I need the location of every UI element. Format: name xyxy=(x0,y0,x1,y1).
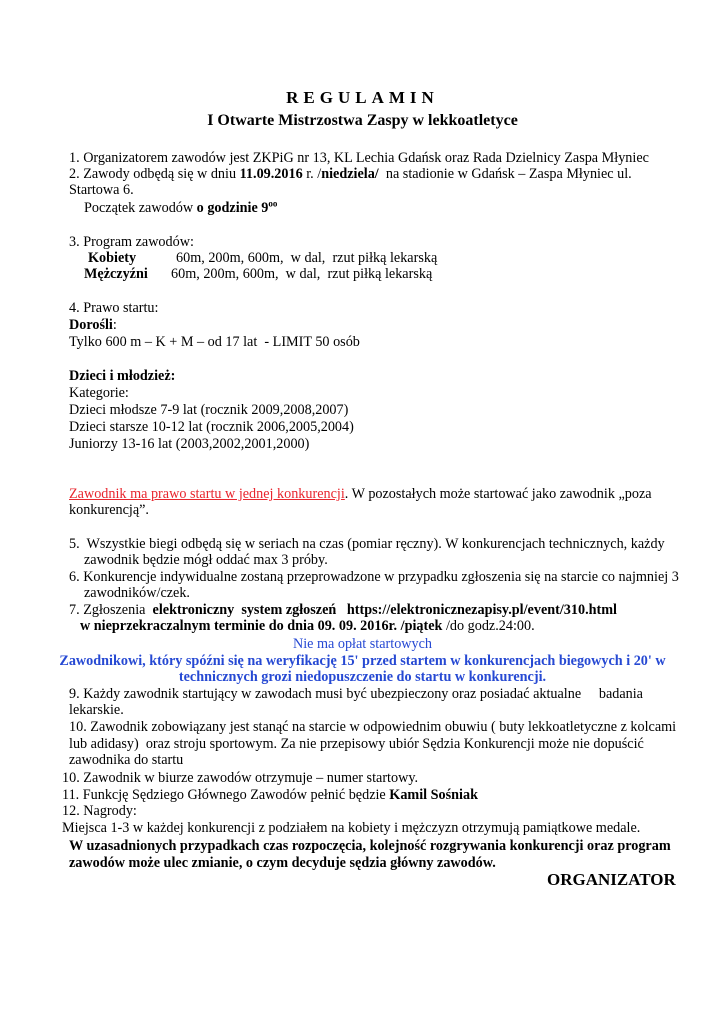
men-events: 60m, 200m, 600m, w dal, rzut piłką lekarską xyxy=(171,266,433,282)
category-item: Dzieci starsze 10-12 lat (rocznik 2006,2005,2004) xyxy=(69,419,354,435)
women-events: 60m, 200m, 600m, w dal, rzut piłką lekarską xyxy=(176,250,438,266)
rule-5-cont: zawodnik będzie mógł oddać max 3 próby. xyxy=(84,552,328,568)
late-warning: Zawodnikowi, który spóźni się na weryfikację 15' przed startem w konkurencjach biegowych i 20' w xyxy=(59,653,666,669)
document-subtitle: I Otwarte Mistrzostwa Zaspy w lekkoatletyce xyxy=(207,112,518,129)
rule-5: 5. Wszystkie biegi odbędą się w seriach na czas (pomiar ręczny). W konkurencjach technicznych, każdy xyxy=(69,536,665,552)
adults-text: Tylko 600 m – K + M – od 17 lat - LIMIT 50 osób xyxy=(69,334,360,350)
rule-7: 7. Zgłoszenia elektroniczny system zgłoszeń https://elektronicznezapisy.pl/event/310.html xyxy=(69,602,617,618)
date-line-cont: Startowa 6. xyxy=(69,182,134,198)
right-to-start-heading: 4. Prawo startu: xyxy=(69,300,159,316)
one-event-rule-cont: konkurencją”. xyxy=(69,502,149,518)
category-item: Juniorzy 13-16 lat (2003,2002,2001,2000) xyxy=(69,436,310,452)
document-title: REGULAMIN xyxy=(286,88,439,107)
kids-heading: Dzieci i młodzież: xyxy=(69,368,176,384)
rule-10-number: 10. Zawodnik w biurze zawodów otrzymuje – numer startowy. xyxy=(62,770,419,786)
rule-6-cont: zawodników/czek. xyxy=(84,585,190,601)
rule-9-cont: lekarskie. xyxy=(69,702,124,718)
rule-10-footwear: 10. Zawodnik zobowiązany jest stanąć na starcie w odpowiednim obuwiu ( buty lekkoatletyczne z kolcami xyxy=(69,719,677,735)
men-label: Mężczyźni xyxy=(84,266,148,282)
rule-7-deadline: w nieprzekraczalnym terminie do dnia 09. 09. 2016r. /piątek /do godz.24:00. xyxy=(80,618,535,634)
rule-12-text: Miejsca 1-3 w każdej konkurencji z podziałem na kobiety i mężczyzn otrzymują pamiątkowe medale. xyxy=(62,820,641,836)
rule-10-footwear-end: zawodnika do startu xyxy=(69,752,184,768)
rule-12-heading: 12. Nagrody: xyxy=(62,803,137,819)
adults-label: Dorośli: xyxy=(69,317,117,333)
no-fees-note: Nie ma opłat startowych xyxy=(292,636,433,652)
rule-10-footwear-cont: lub adidasy) oraz stroju sportowym. Za nie przepisowy ubiór Sędzia Konkurencji może nie dopuścić xyxy=(69,736,644,752)
rule-9: 9. Każdy zawodnik startujący w zawodach musi być ubezpieczony oraz posiadać aktualne badania xyxy=(69,686,643,702)
one-event-rule: Zawodnik ma prawo startu w jednej konkurencji. W pozostałych może startować jako zawodnik „poza xyxy=(69,486,652,502)
rule-6: 6. Konkurencje indywidualne zostaną przeprowadzone w przypadku zgłoszenia się na starcie co najmniej 3 xyxy=(69,569,679,585)
change-notice: W uzasadnionych przypadkach czas rozpoczęcia, kolejność rozgrywania konkurencji oraz program xyxy=(69,838,671,854)
rule-11: 11. Funkcję Sędziego Głównego Zawodów pełnić będzie Kamil Sośniak xyxy=(62,787,478,803)
start-time-line: Początek zawodów o godzinie $9^{oo}$ xyxy=(84,198,278,216)
organizer-signature: ORGANIZATOR xyxy=(547,870,676,889)
category-item: Dzieci młodsze 7-9 lat (rocznik 2009,2008,2007) xyxy=(69,402,349,418)
categories-label: Kategorie: xyxy=(69,385,129,401)
date-line: 2. Zawody odbędą się w dniu 11.09.2016 r. /niedziela/ na stadionie w Gdańsk – Zaspa Młyniec ul. xyxy=(69,166,632,182)
organizer-line: 1. Organizatorem zawodów jest ZKPiG nr 13, KL Lechia Gdańsk oraz Rada Dzielnicy Zaspa Młyniec xyxy=(69,150,649,166)
women-label: Kobiety xyxy=(88,250,137,266)
change-notice-cont: zawodów może ulec zmianie, o czym decyduje sędzia główny zawodów. xyxy=(69,855,496,871)
late-warning-cont: technicznych grozi niedopuszczenie do startu w konkurencji. xyxy=(178,669,547,685)
program-heading: 3. Program zawodów: xyxy=(69,234,194,250)
